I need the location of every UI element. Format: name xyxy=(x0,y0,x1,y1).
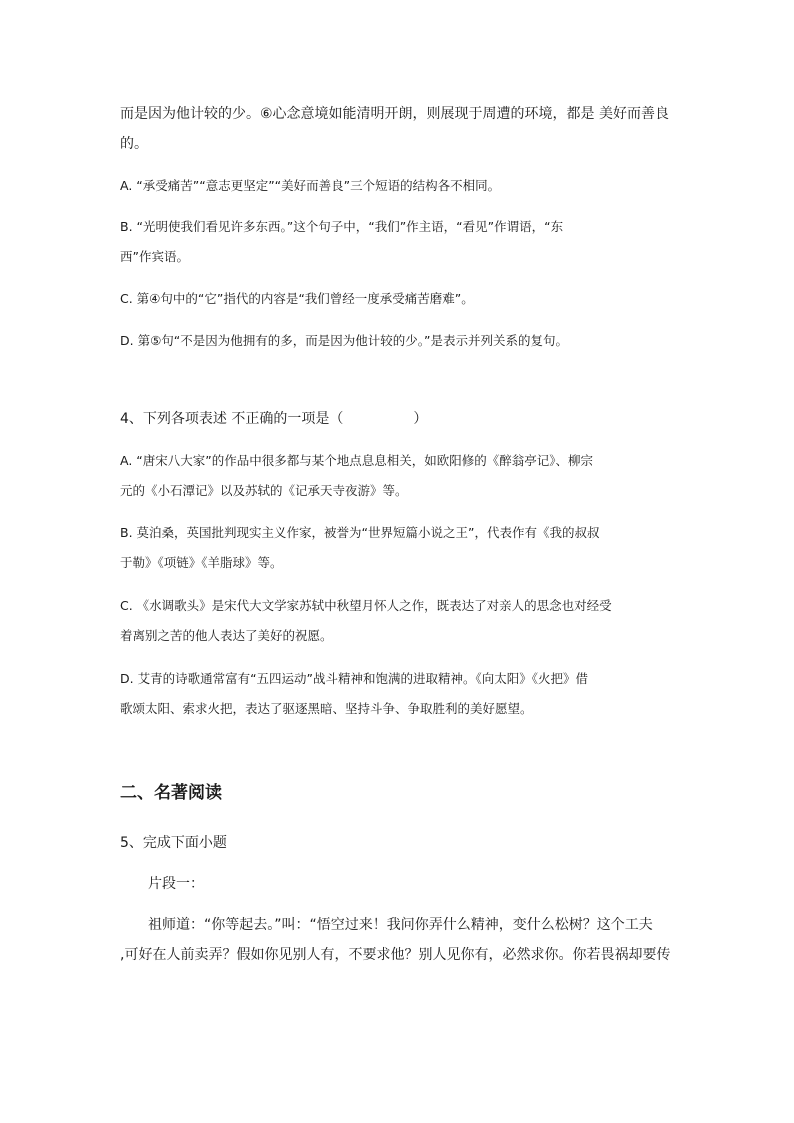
q4-option-d-cont: 歌颂太阳、索求火把，表达了驱逐黑暗、坚持斗争、争取胜利的美好愿望。 xyxy=(120,701,533,716)
q4-option-b-cont: 于勒》《项链》《羊脂球》等。 xyxy=(120,555,283,570)
fragment-label: 片段一： xyxy=(148,876,204,892)
q4-option-d: D. 艾青的诗歌通常富有“五四运动”战斗精神和饱满的进取精神。《向太阳》《火把》借 xyxy=(120,671,589,686)
passage-line: 祖师道：“你等起去。”叫：“悟空过来！我问你弄什么精神，变什么松树？这个工夫 xyxy=(148,917,653,933)
q5-stem: 5、完成下面小题 xyxy=(120,835,227,851)
section-heading: 二、名著阅读 xyxy=(120,783,222,803)
q4-option-b: B. 莫泊桑，英国批判现实主义作家，被誉为“世界短篇小说之王”，代表作有《我的叔叔 xyxy=(120,525,600,540)
q4-option-c: C. 《水调歌头》是宋代大文学家苏轼中秋望月怀人之作，既表达了对亲人的思念也对经受 xyxy=(120,598,612,613)
q3-passage-line: 的。 xyxy=(120,136,148,152)
q4-option-a: A. “唐宋八大家”的作品中很多都与某个地点息息相关，如欧阳修的《醉翁亭记》、柳宗 xyxy=(120,453,593,468)
q3-option-b: B. “光明使我们看见许多东西。”这个句子中，“我们”作主语，“看见”作谓语，“东 xyxy=(120,219,564,234)
q3-passage-line: 而是因为他计较的少。⑥心念意境如能清明开朗，则展现于周遭的环境，都是 美好而善良 xyxy=(120,106,669,122)
q3-option-a: A. “承受痛苦”“意志更坚定”“美好而善良”三个短语的结构各不相同。 xyxy=(120,178,501,193)
q3-option-d: D. 第⑤句“不是因为他拥有的多，而是因为他计较的少。”是表示并列关系的复句。 xyxy=(120,333,568,348)
q3-option-c: C. 第④句中的“它”指代的内容是“我们曾经一度承受痛苦磨难”。 xyxy=(120,291,474,306)
q4-option-c-cont: 着离别之苦的他人表达了美好的祝愿。 xyxy=(120,628,333,643)
q4-option-a-cont: 元的《小石潭记》以及苏轼的《记承天寺夜游》等。 xyxy=(120,483,408,498)
q3-option-b-cont: 西”作宾语。 xyxy=(120,249,189,264)
q4-stem: 4、下列各项表述 不正确的一项是（ ） xyxy=(120,411,428,427)
passage-line: ,可好在人前卖弄？假如你见别人有，不要求他？别人见你有，必然求你。你若畏祸却要传 xyxy=(120,947,671,963)
